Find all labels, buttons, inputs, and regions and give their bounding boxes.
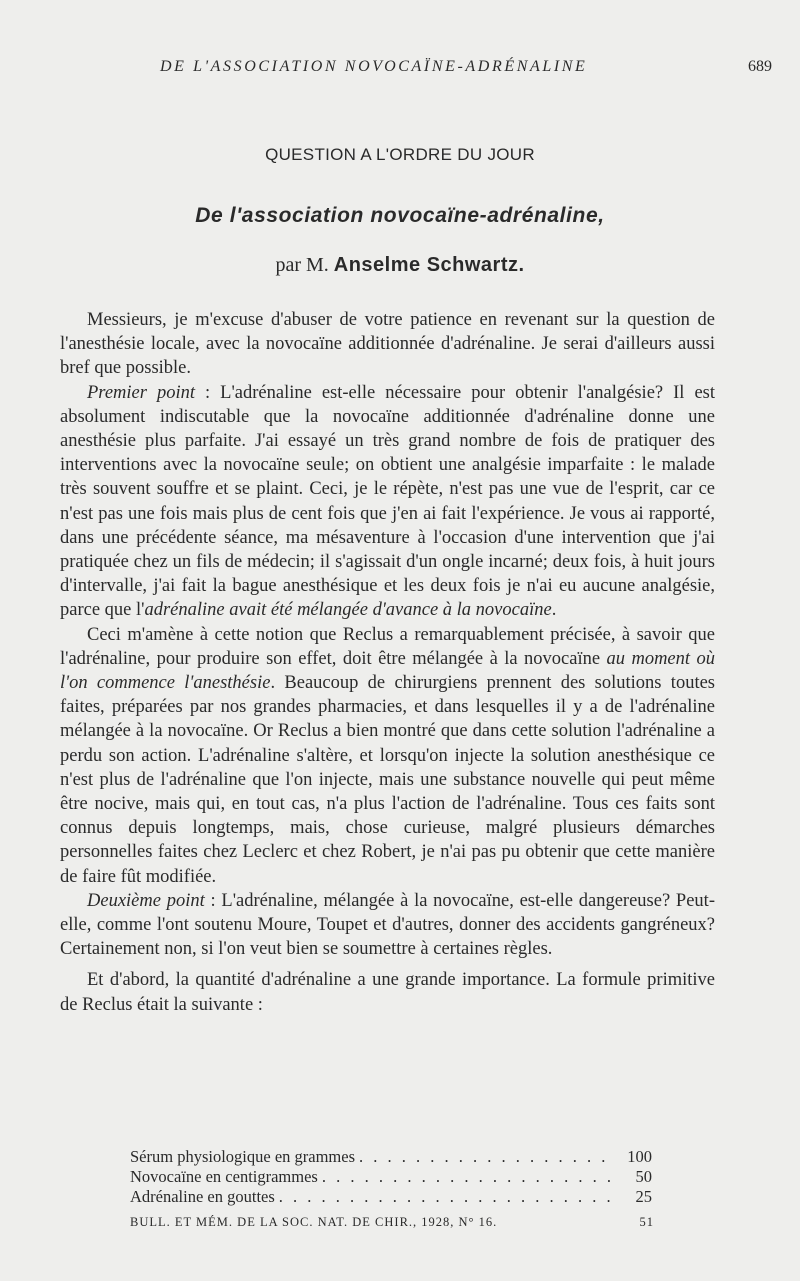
recipe-value: 50 (635, 1167, 652, 1186)
recipe-label: Sérum physiologique en grammes (130, 1147, 356, 1166)
paragraph (60, 623, 715, 889)
article-body (60, 308, 715, 1017)
italic-text: Premier point (87, 382, 195, 403)
text-run: . (551, 600, 557, 621)
text-run: Et d'abord, la quantité d'adrénaline a une grande importance. La formule primitive de Reclus était la suivante : (60, 970, 715, 1015)
text-run: : L'adrénaline est-elle nécessaire pour obtenir l'analgésie? Il est absolument indiscutable que la novocaïne additionnée d'adrénaline donne une anesthésie plus parfaite. J'ai essayé un très grand nombre de fois de pratiquer des interventions avec la novocaïne seule; on obtient une analgésie imparfaite : le malade très souvent souffre et se plaint. Ceci, je le répète, n'est pas une vue de l'esprit, car ce n'est pas une fois mais plus de cent fois que j'en ai fait l'expérience. Je vous ai rapporté, dans une précédente séance, ma mésaventure à l'occasion d'une intervention que j'ai pratiquée chez un fils de médecin; il s'agissait d'un ongle incarné; deux fois, à huit jours d'intervalle, j'ai fait la bague anesthésique et les deux fois je n'ai eu aucune analgésie, parce que l' (60, 382, 715, 621)
dot-leader (322, 1167, 616, 1187)
paragraph (60, 308, 715, 381)
page-footer (130, 1215, 654, 1230)
running-head: DE L'ASSOCIATION NOVOCAÏNE-ADRÉNALINE (160, 58, 588, 75)
text-run: : L'adrénaline, mélangée à la novocaïne, est-elle dangereuse? Peut-elle, comme l'ont soutenu Moure, Toupet et d'autres, donner des accidents gangréneux? Certainement non, si l'on veut bien se soumettre à certaines règles. (60, 890, 715, 960)
byline (0, 254, 800, 277)
section-title: QUESTION A L'ORDRE DU JOUR (265, 145, 535, 164)
text-run: Messieurs, je m'excuse d'abuser de votre patience en revenant sur la question de l'anesthésie locale, avec la novocaïne additionnée d'adrénaline. Je serai d'ailleurs aussi bref que possible. (60, 310, 715, 379)
footer-signature: 51 (639, 1215, 654, 1229)
byline-prefix: par M. (275, 254, 329, 276)
byline-author: Anselme Schwartz. (333, 254, 525, 276)
text-run: Ceci m'amène à cette notion que Reclus a remarquablement précisée, à savoir que l'adrénaline, pour produire son effet, doit être mélangée à la novocaïne (60, 624, 715, 669)
paragraph (60, 381, 715, 623)
italic-text: Deuxième point (87, 890, 205, 911)
italic-text: adrénaline avait été mélangée d'avance à la novocaïne (144, 600, 552, 621)
footer-citation: BULL. ET MÉM. DE LA SOC. NAT. DE CHIR., 1928, N° 16. (130, 1215, 498, 1229)
paragraph (60, 889, 715, 962)
paragraph (60, 968, 715, 1016)
page-number: 689 (748, 58, 772, 75)
recipe-row (130, 1147, 652, 1167)
recipe-table (130, 1147, 652, 1207)
dot-leader (279, 1187, 616, 1207)
recipe-value: 100 (627, 1147, 652, 1166)
dot-leader (359, 1147, 616, 1167)
recipe-label: Adrénaline en gouttes (130, 1187, 275, 1206)
recipe-row (130, 1167, 652, 1187)
italic-text: au moment où l'on commence l'anesthésie (60, 648, 715, 694)
text-run: . Beaucoup de chirurgiens prennent des solutions toutes faites, préparées par nos grandes pharmacies, et dans lesquelles il y a de l'adrénaline mélangée à la novocaïne. Or Reclus a bien montré que dans cette solution l'adrénaline a perdu son action. L'adrénaline s'altère, et lorsqu'on injecte la solution anesthésique ce n'est plus de l'adrénaline que l'on injecte, mais une substance nouvelle qui peut même être nocive, mais qui, en tout cas, n'a plus l'action de l'adrénaline. Tous ces faits sont connus depuis longtemps, mais, chose curieuse, malgré plusieurs démarches personnelles faites chez Leclerc et chez Robert, je n'ai pas pu obtenir que cette manière de faire fût modifiée. (60, 673, 715, 887)
recipe-value: 25 (635, 1187, 652, 1206)
recipe-row (130, 1187, 652, 1207)
recipe-label: Novocaïne en centigrammes (130, 1167, 318, 1186)
article-title: De l'association novocaïne-adrénaline, (195, 204, 605, 227)
